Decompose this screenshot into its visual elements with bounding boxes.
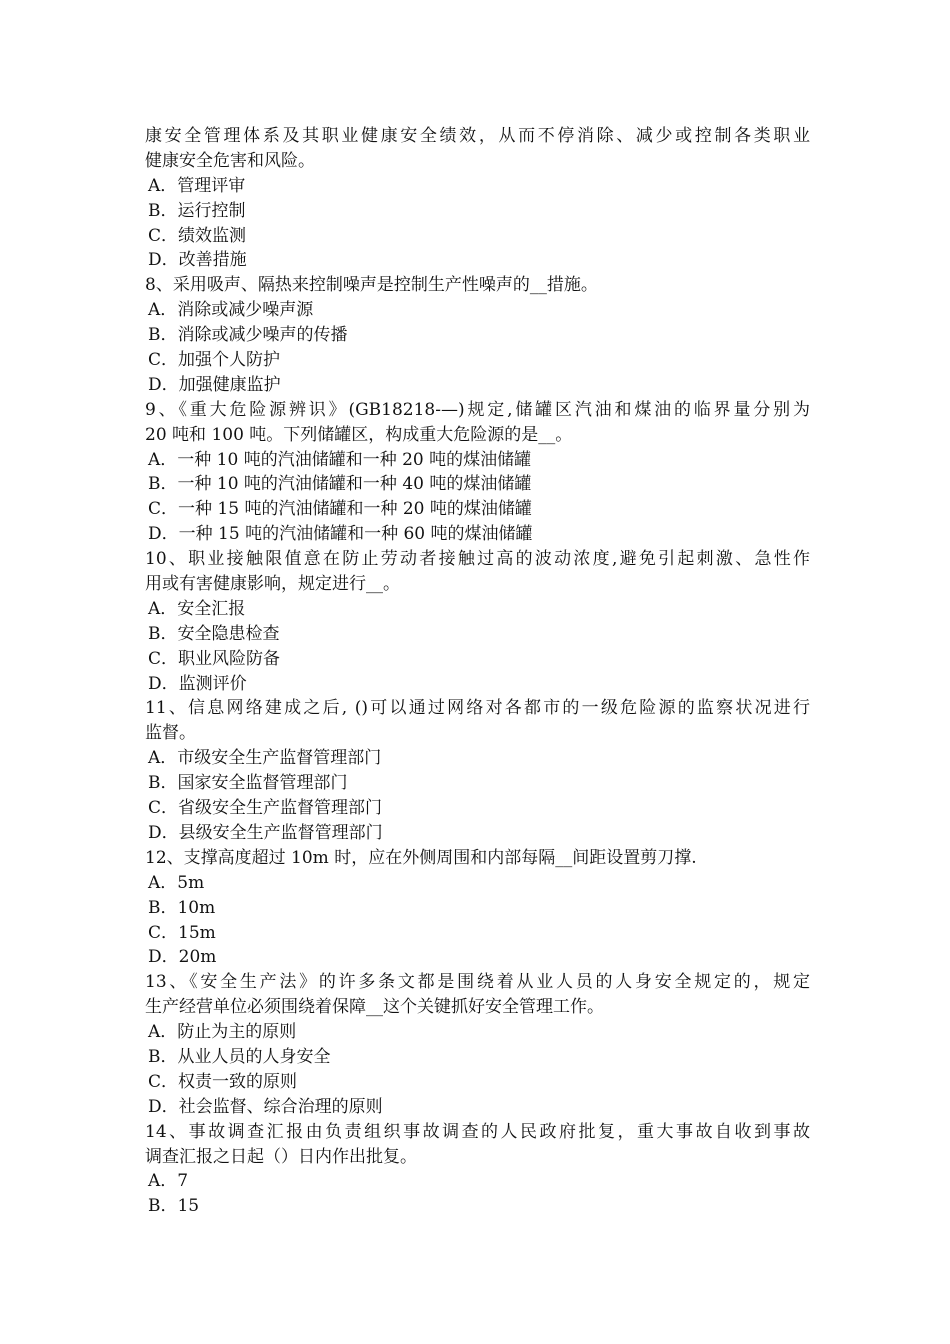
question-block xyxy=(145,846,810,970)
answer-option: A．管理评审 xyxy=(148,175,246,196)
answer-option: D．县级安全生产监督管理部门 xyxy=(148,822,383,843)
answer-option: D．改善措施 xyxy=(148,250,247,271)
answer-option: C．省级安全生产监督管理部门 xyxy=(148,798,383,819)
answer-option: B．从业人员的人身安全 xyxy=(148,1046,331,1067)
answer-option: A．7 xyxy=(148,1171,189,1192)
question-block xyxy=(145,273,810,397)
answer-option: A．安全汇报 xyxy=(148,598,246,619)
question-block xyxy=(145,398,810,547)
question-text-line: 调查汇报之日起（）日内作出批复。 xyxy=(145,1146,417,1167)
question-text-line: 13、《安全生产法》的许多条文都是围绕着从业人员的人身安全规定的，规定 xyxy=(145,972,810,993)
answer-option: A．防止为主的原则 xyxy=(148,1022,297,1043)
answer-option: D．20m xyxy=(148,947,217,968)
answer-option: B．安全隐患检查 xyxy=(148,623,280,644)
answer-option: B．国家安全监督管理部门 xyxy=(148,773,348,794)
question-block xyxy=(145,124,810,273)
answer-option: C．职业风险防备 xyxy=(148,648,281,669)
question-block xyxy=(145,547,810,696)
answer-option: A．一种 10 吨的汽油储罐和一种 20 吨的煤油储罐 xyxy=(148,449,532,470)
answer-option: A．消除或减少噪声源 xyxy=(148,300,314,321)
question-text-line: 生产经营单位必须围绕着保障__这个关键抓好安全管理工作。 xyxy=(145,997,604,1018)
answer-option: A．市级安全生产监督管理部门 xyxy=(148,748,382,769)
answer-option: B．15 xyxy=(148,1196,200,1217)
answer-option: B．10m xyxy=(148,897,216,918)
question-block xyxy=(145,970,810,1119)
answer-option: B．一种 10 吨的汽油储罐和一种 40 吨的煤油储罐 xyxy=(148,474,532,495)
question-text-line: 康安全管理体系及其职业健康安全绩效，从而不停消除、减少或控制各类职业 xyxy=(145,126,810,146)
question-text-line: 12、支撑高度超过 10m 时，应在外侧周围和内部每隔__间距设置剪刀撑. xyxy=(145,847,697,868)
document-body xyxy=(145,124,810,1219)
answer-option: C．权责一致的原则 xyxy=(148,1071,298,1092)
answer-option: C．15m xyxy=(148,922,216,943)
question-block xyxy=(145,696,810,845)
question-text-line: 10、职业接触限值意在防止劳动者接触过高的波动浓度,避免引起刺激、急性作 xyxy=(145,549,810,570)
question-text-line: 11、信息网络建成之后, ()可以通过网络对各都市的一级危险源的监察状况进行 xyxy=(145,698,810,719)
question-text-line: 用或有害健康影响，规定进行__。 xyxy=(145,574,400,595)
answer-option: C．绩效监测 xyxy=(148,225,247,246)
question-text-line: 8、采用吸声、隔热来控制噪声是控制生产性噪声的__措施。 xyxy=(145,275,598,296)
answer-option: C．加强个人防护 xyxy=(148,350,281,371)
answer-option: D．一种 15 吨的汽油储罐和一种 60 吨的煤油储罐 xyxy=(148,524,533,545)
answer-option: D．社会监督、综合治理的原则 xyxy=(148,1096,383,1117)
answer-option: B．消除或减少噪声的传播 xyxy=(148,325,348,346)
answer-option: D．加强健康监护 xyxy=(148,374,281,395)
question-text-line: 健康安全危害和风险。 xyxy=(145,150,315,171)
answer-option: A．5m xyxy=(148,872,205,893)
answer-option: B．运行控制 xyxy=(148,200,246,221)
question-text-line: 14、事故调查汇报由负责组织事故调查的人民政府批复，重大事故自收到事故 xyxy=(145,1121,810,1142)
question-text-line: 20 吨和 100 吨。下列储罐区，构成重大危险源的是__。 xyxy=(145,424,573,445)
question-block xyxy=(145,1120,810,1220)
question-text-line: 9、《重大危险源辨识》(GB18218-—)规定,储罐区汽油和煤油的临界量分别为 xyxy=(145,399,810,420)
answer-option: D．监测评价 xyxy=(148,673,247,694)
question-text-line: 监督。 xyxy=(145,723,196,744)
answer-option: C．一种 15 吨的汽油储罐和一种 20 吨的煤油储罐 xyxy=(148,499,532,520)
